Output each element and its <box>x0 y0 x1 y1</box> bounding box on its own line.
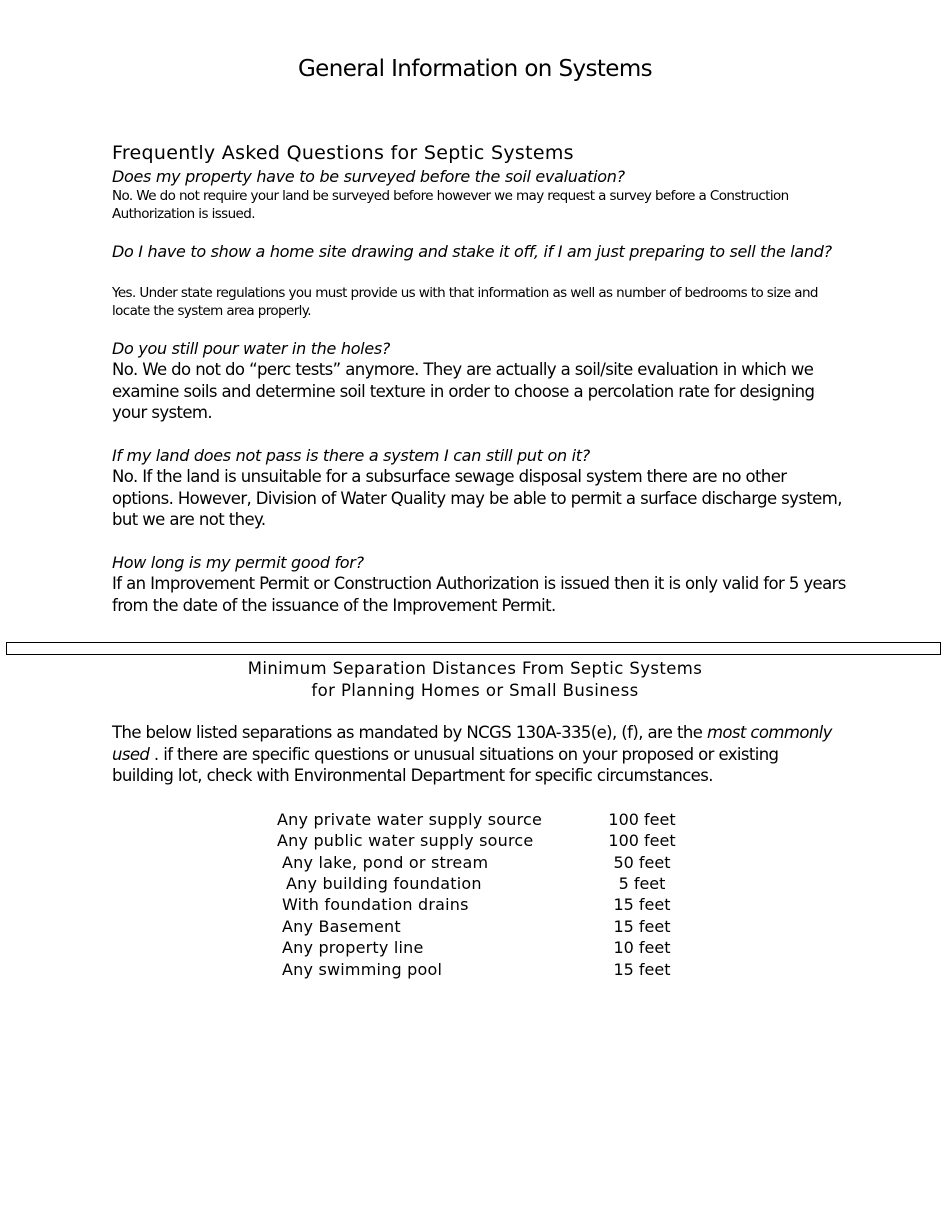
table-row-value: 50 feet <box>613 853 671 872</box>
table-row-value: 5 feet <box>618 874 666 893</box>
intro-text-rest: . if there are specific questions or unusual situations on your proposed or existing building lot, check with Environmental Department for specific circumstances. <box>112 744 779 785</box>
faq-question-2: Do I have to show a home site drawing and stake it off, if I am just preparing to sell the land? <box>112 242 832 261</box>
faq-answer-3: No. We do not do “perc tests” anymore. They are actually a soil/site evaluation in which we examine soils and determine soil texture in order to choose a percolation rate for designing your system. <box>112 360 815 422</box>
separation-intro <box>112 722 842 787</box>
intro-emphasis: most commonly used <box>112 723 832 764</box>
table-row-label: Any property line <box>282 938 424 957</box>
table-row-value: 100 feet <box>608 810 676 829</box>
faq-answer-5: If an Improvement Permit or Construction Authorization is issued then it is only valid for 5 years from the date of the issuance of the Improvement Permit. <box>112 574 846 615</box>
table-row-label: Any public water supply source <box>277 831 534 850</box>
faq-answer-2: Yes. Under state regulations you must provide us with that information as well as number of bedrooms to size and locate the system area properly. <box>112 285 818 319</box>
table-row-value: 15 feet <box>613 917 671 936</box>
table-row-label: Any swimming pool <box>282 960 443 979</box>
faq-question-1: Does my property have to be surveyed before the soil evaluation? <box>112 167 625 186</box>
faq-question-3: Do you still pour water in the holes? <box>112 339 391 358</box>
table-row-label: Any building foundation <box>286 874 482 893</box>
faq-answer-4: No. If the land is unsuitable for a subsurface sewage disposal system there are no other options. However, Division of Water Quality may be able to permit a surface discharge system, but we are not they. <box>112 467 842 529</box>
separation-heading-line-2: for Planning Homes or Small Business <box>311 680 639 700</box>
faq-question-4: If my land does not pass is there a system I can still put on it? <box>112 446 590 465</box>
section-divider <box>6 642 941 655</box>
table-row-value: 10 feet <box>613 938 671 957</box>
table-row-label: Any lake, pond or stream <box>282 853 489 872</box>
table-row-label: Any private water supply source <box>277 810 543 829</box>
intro-text: The below listed separations as mandated by NCGS 130A-335(e), (f), are the <box>112 723 707 742</box>
faq-question-5: How long is my permit good for? <box>112 553 364 572</box>
table-row-label: With foundation drains <box>282 895 469 914</box>
table-row-value: 100 feet <box>608 831 676 850</box>
page-title: General Information on Systems <box>297 56 653 82</box>
table-row-label: Any Basement <box>282 917 401 936</box>
separation-heading-line-1: Minimum Separation Distances From Septic Systems <box>247 659 703 678</box>
table-row-value: 15 feet <box>613 895 671 914</box>
faq-answer-1: No. We do not require your land be surveyed before however we may request a survey before a Construction Authorization is issued. <box>112 188 789 222</box>
separation-heading <box>0 658 950 701</box>
faq-heading: Frequently Asked Questions for Septic Systems <box>112 142 574 164</box>
table-row-value: 15 feet <box>613 960 671 979</box>
